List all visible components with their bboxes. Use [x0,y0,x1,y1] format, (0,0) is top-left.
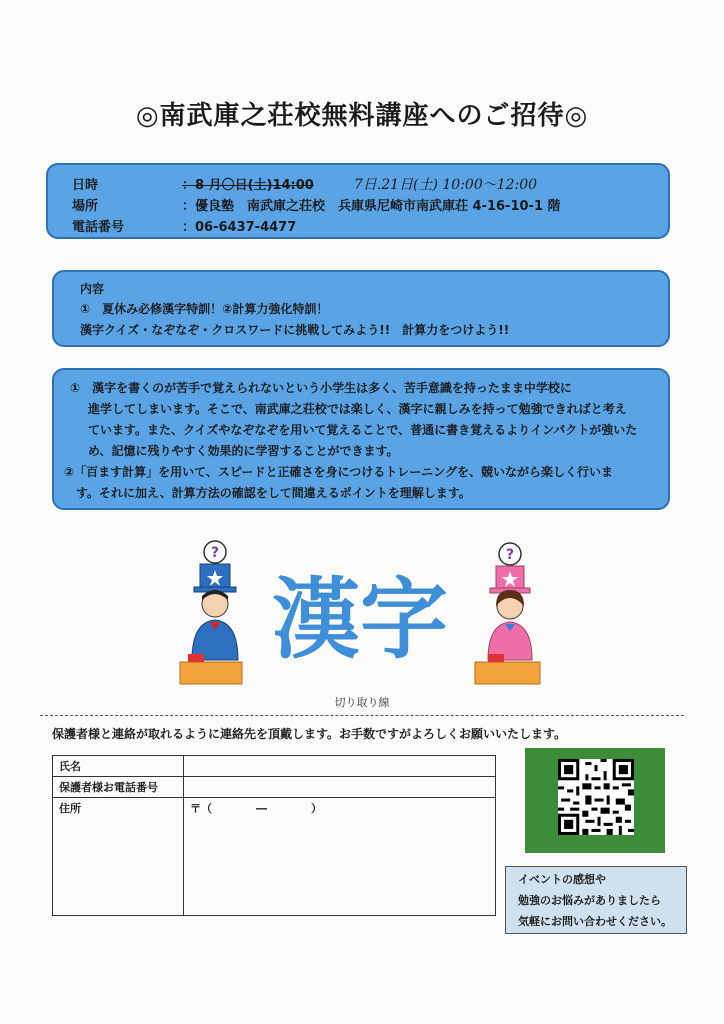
phone-value: ：06-6437-4477 [182,220,297,235]
place-row [72,195,561,214]
cut-line [40,715,684,716]
name-label: 氏名 [53,756,184,777]
date-row [72,174,537,194]
content-heading: 内容 [80,282,105,296]
qr-code[interactable] [558,759,634,835]
phone-label: 電話番号 [72,220,125,235]
name-field[interactable] [184,756,496,777]
kanji-lettering: 漢字 [271,568,449,671]
contact-form-table [52,755,496,916]
content-line-1: ① 夏休み必修漢字特訓！②計算力強化特訓！ [80,302,329,316]
boy-contestant-icon [180,541,242,684]
qr-code-frame [525,748,665,853]
event-info-box [46,163,670,239]
place-label: 場所 [72,199,99,214]
date-handwritten-value: 7日.21日(土) 10:00～12:00 [353,177,538,193]
girl-question-mark: ? [505,547,515,563]
qr-code-icon [558,759,634,835]
postal-code-placeholder: 〒（ ― ） [190,802,322,815]
inquiry-line-2: 勉強のお悩みがありましたら [518,894,661,907]
phone-row [72,216,296,235]
guardian-phone-field[interactable] [184,777,496,798]
page-title: ◎南武庫之荘校無料講座へのご招待◎ [135,101,589,131]
date-old-value: ：8 月〇日(土)14:00 [182,178,314,193]
content-line-2: 漢字クイズ・なぞなぞ・クロスワードに挑戦してみよう!! 計算力をつけよう!! [80,323,510,337]
contact-notice: 保護者様と連絡が取れるように連絡先を頂戴します。お手数ですがよろしくお願いいたします。 [52,727,567,741]
date-label: 日時 [72,178,99,193]
content-box [52,270,670,347]
inquiry-line-3: 気軽にお問い合わせください。 [518,915,672,928]
girl-contestant-icon [475,543,540,684]
boy-question-mark: ? [210,545,220,561]
desc-p1-line4: め、記憶に残りやすく効果的に学習することができます。 [88,444,399,458]
desc-p2-line2: す。それに加え、計算方法の確認をして間違えるポイントを理解します。 [76,486,471,500]
inquiry-note [505,866,687,934]
inquiry-line-1: イベントの感想や [518,873,606,886]
desc-p1-line2: 進学してしまいます。そこで、南武庫之荘校では楽しく、漢字に親しみを持って勉強できればと考え [88,402,627,416]
address-label: 住所 [53,798,184,916]
address-field[interactable] [184,798,496,916]
desc-p2-line1: ②「百ます計算」を用いて、スピードと正確さを身につけるトレーニングを、競いながら楽しく行いま [64,465,613,479]
desc-p1-line1: ① 漢字を書くのが苦手で覚えられないという小学生は多く、苦手意識を持ったまま中学校に [70,381,572,395]
kanji-quiz-illustration [170,540,550,690]
guardian-phone-label: 保護者様お電話番号 [53,777,184,798]
description-box [52,368,670,510]
cut-line-label: 切り取り線 [334,696,390,709]
desc-p1-line3: ています。また、クイズやなぞなぞを用いて覚えることで、普通に書き覚えるよりインパクトが強いた [88,423,638,437]
place-value: ：優良塾 南武庫之荘校 兵庫県尼崎市南武庫荘 4-16-10-1 階 [182,199,561,214]
